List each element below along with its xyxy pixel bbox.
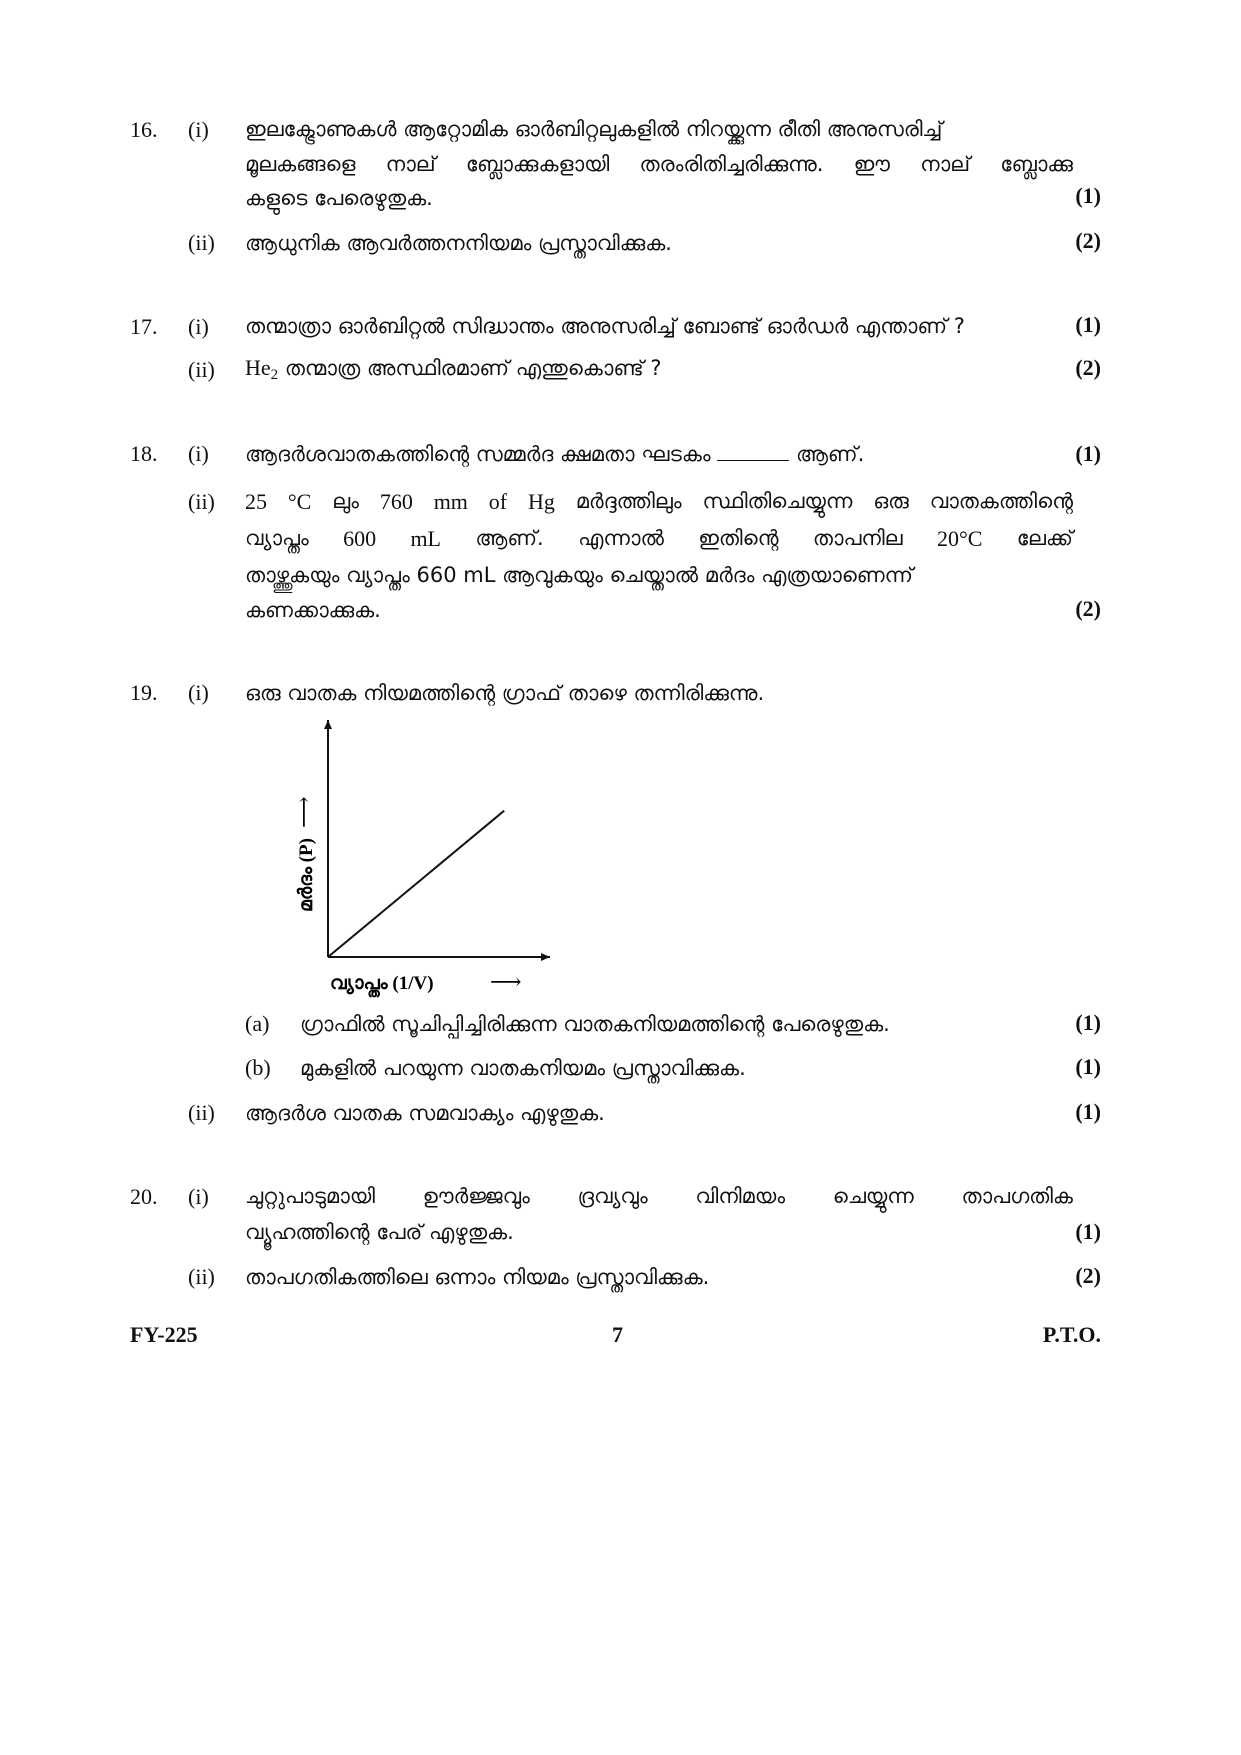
q16-ii-text: ആധുനിക ആവർത്തനനിയമം പ്രസ്താവിക്കുക.	[245, 231, 672, 255]
q19-a-marks: (1)	[1075, 1010, 1101, 1035]
q16-word: ബ്ലോക്കുകളായി	[465, 152, 610, 176]
q19-number: 19.	[130, 680, 158, 705]
q18-word: mL	[410, 526, 441, 551]
q20-number: 20.	[130, 1184, 158, 1209]
q16-i-marks: (1)	[1075, 183, 1101, 208]
q18-word: ഇതിന്റെ	[698, 526, 779, 550]
q18-word: ലേക്ക്	[1016, 526, 1073, 550]
q16-ii-label: (ii)	[188, 230, 215, 255]
q18-i-after: ആണ്.	[789, 442, 865, 466]
q19-ii-label: (ii)	[188, 1100, 215, 1125]
q16-word: ബ്ലോക്കു	[1000, 152, 1073, 176]
q18-word: 760	[379, 489, 413, 514]
q17-i-label: (i)	[188, 314, 209, 339]
q18-word: mm	[433, 489, 468, 514]
q20-i-marks: (1)	[1075, 1219, 1101, 1244]
fill-blank	[717, 442, 789, 461]
gas-law-graph	[290, 712, 620, 1002]
q20-i-line2: വ്യൂഹത്തിന്റെ പേര് എഴുതുക.	[245, 1220, 514, 1244]
q20-word: ചുറ്റുപാടുമായി	[245, 1184, 375, 1208]
q18-ii-line3: താഴ്ത്തുകയും വ്യാപ്തം 660 mL ആവുകയും ചെയ്താൽ മർദം എത്രയാണെന്ന്	[245, 563, 913, 587]
page-number: 7	[612, 1322, 623, 1347]
q16-word: ഈ	[853, 152, 890, 176]
q18-word: °C	[287, 489, 312, 514]
q20-ii-marks: (2)	[1075, 1263, 1101, 1288]
q16-i-line3: കളുടെ പേരെഴുതുക.	[245, 186, 433, 210]
q20-i-label: (i)	[188, 1184, 209, 1209]
q18-word: വ്യാപ്തം	[245, 526, 309, 550]
q16-word: നാല്	[920, 152, 971, 176]
q20-word: ദ്രവ്യവും	[577, 1184, 648, 1208]
q16-i-label: (i)	[188, 117, 209, 142]
paper-code: FY-225	[130, 1322, 198, 1347]
q18-word: ലും	[332, 489, 359, 513]
q18-word: താപനില	[812, 526, 903, 550]
q17-i-text: തന്മാത്രാ ഓർബിറ്റൽ സിദ്ധാന്തം അനുസരിച്ച് ബോണ്ട് ഓർഡർ എന്താണ് ?	[245, 314, 965, 338]
q16-i-line1: ഇലക്ട്രോണുകൾ ആറ്റോമിക ഓർബിറ്റലുകളിൽ നിറയ്ക്കുന്ന രീതി അനുസരിച്ച്	[245, 117, 943, 141]
q16-word: നാല്	[385, 152, 436, 176]
q18-word: വാതകത്തിന്റെ	[929, 489, 1073, 513]
q20-ii-text: താപഗതികത്തിലെ ഒന്നാം നിയമം പ്രസ്താവിക്കുക.	[245, 1265, 710, 1289]
q18-word: മർദ്ദത്തിലും	[575, 489, 682, 513]
q20-word: താപഗതിക	[961, 1184, 1073, 1208]
q20-i-line1	[245, 1184, 1073, 1209]
q19-ii-text: ആദർശ വാതക സമവാക്യം എഴുതുക.	[245, 1101, 605, 1125]
y-axis-label: മർദം (P)	[296, 838, 317, 912]
q20-ii-label: (ii)	[188, 1264, 215, 1289]
q18-word: 600	[343, 526, 377, 551]
q19-b-label: (b)	[245, 1055, 271, 1080]
q18-word: സ്ഥിതിചെയ്യുന്ന	[702, 489, 853, 513]
q18-word: എന്നാൽ	[578, 526, 664, 550]
q17-i-marks: (1)	[1075, 312, 1101, 337]
q17-ii-label: (ii)	[188, 357, 215, 382]
q19-i-label: (i)	[188, 680, 209, 705]
q18-i-text	[245, 442, 864, 467]
q20-word: വിനിമയം	[695, 1184, 786, 1208]
q18-word: Hg	[527, 489, 555, 514]
he-subscript: 2	[270, 367, 279, 384]
q18-word: ഒരു	[873, 489, 909, 513]
pto-note: P.T.O.	[1042, 1322, 1101, 1347]
q20-word: ഊർജ്ജവും	[422, 1184, 530, 1208]
q18-word: 25	[245, 489, 267, 514]
x-axis-arrow: ⟶	[490, 969, 522, 994]
x-axis-label: വ്യാപ്തം (1/V)	[330, 973, 434, 994]
q18-i-marks: (1)	[1075, 441, 1101, 466]
q19-b-marks: (1)	[1075, 1054, 1101, 1079]
q19-b-text: മുകളിൽ പറയുന്ന വാതകനിയമം പ്രസ്താവിക്കുക.	[300, 1056, 746, 1080]
q19-a-label: (a)	[245, 1011, 270, 1036]
q18-ii-line2	[245, 526, 1073, 552]
q18-word: ആണ്.	[475, 526, 544, 550]
q16-i-line2	[245, 152, 1073, 177]
q19-i-text: ഒരു വാതക നിയമത്തിന്റെ ഗ്രാഫ് താഴെ തന്നിരിക്കുന്നു.	[245, 681, 765, 705]
q18-i-before: ആദർശവാതകത്തിന്റെ സമ്മർദ ക്ഷമതാ ഘടകം	[245, 442, 718, 466]
q18-ii-marks: (2)	[1075, 596, 1101, 621]
q17-ii-marks: (2)	[1075, 355, 1101, 380]
q18-word: 20°C	[936, 526, 983, 551]
y-axis-arrow: ⟶	[291, 796, 316, 828]
q16-ii-marks: (2)	[1075, 228, 1101, 253]
q18-i-label: (i)	[188, 441, 209, 466]
q16-word: തരംരിതിച്ചരിക്കുന്നു.	[639, 152, 824, 176]
y-axis-label-group	[291, 796, 317, 912]
q16-number: 16.	[130, 117, 158, 142]
he-formula: He	[245, 355, 271, 380]
q17-ii-text	[245, 355, 662, 384]
q17-ii-rest: തന്മാത്ര അസ്ഥിരമാണ് എന്തുകൊണ്ട് ?	[278, 356, 662, 380]
q17-number: 17.	[130, 314, 158, 339]
q18-ii-line1	[245, 489, 1073, 515]
q16-word: മൂലകങ്ങളെ	[245, 152, 356, 176]
q18-word: of	[488, 489, 508, 514]
q18-ii-line4: കണക്കാക്കുക.	[245, 598, 381, 622]
q18-ii-label: (ii)	[188, 489, 215, 514]
q18-number: 18.	[130, 441, 158, 466]
q19-ii-marks: (1)	[1075, 1099, 1101, 1124]
q19-a-text: ഗ്രാഫിൽ സൂചിപ്പിച്ചിരിക്കുന്ന വാതകനിയമത്തിന്റെ പേരെഴുതുക.	[300, 1012, 890, 1036]
pressure-volume-line	[328, 811, 504, 957]
q20-word: ചെയ്യുന്ന	[832, 1184, 914, 1208]
